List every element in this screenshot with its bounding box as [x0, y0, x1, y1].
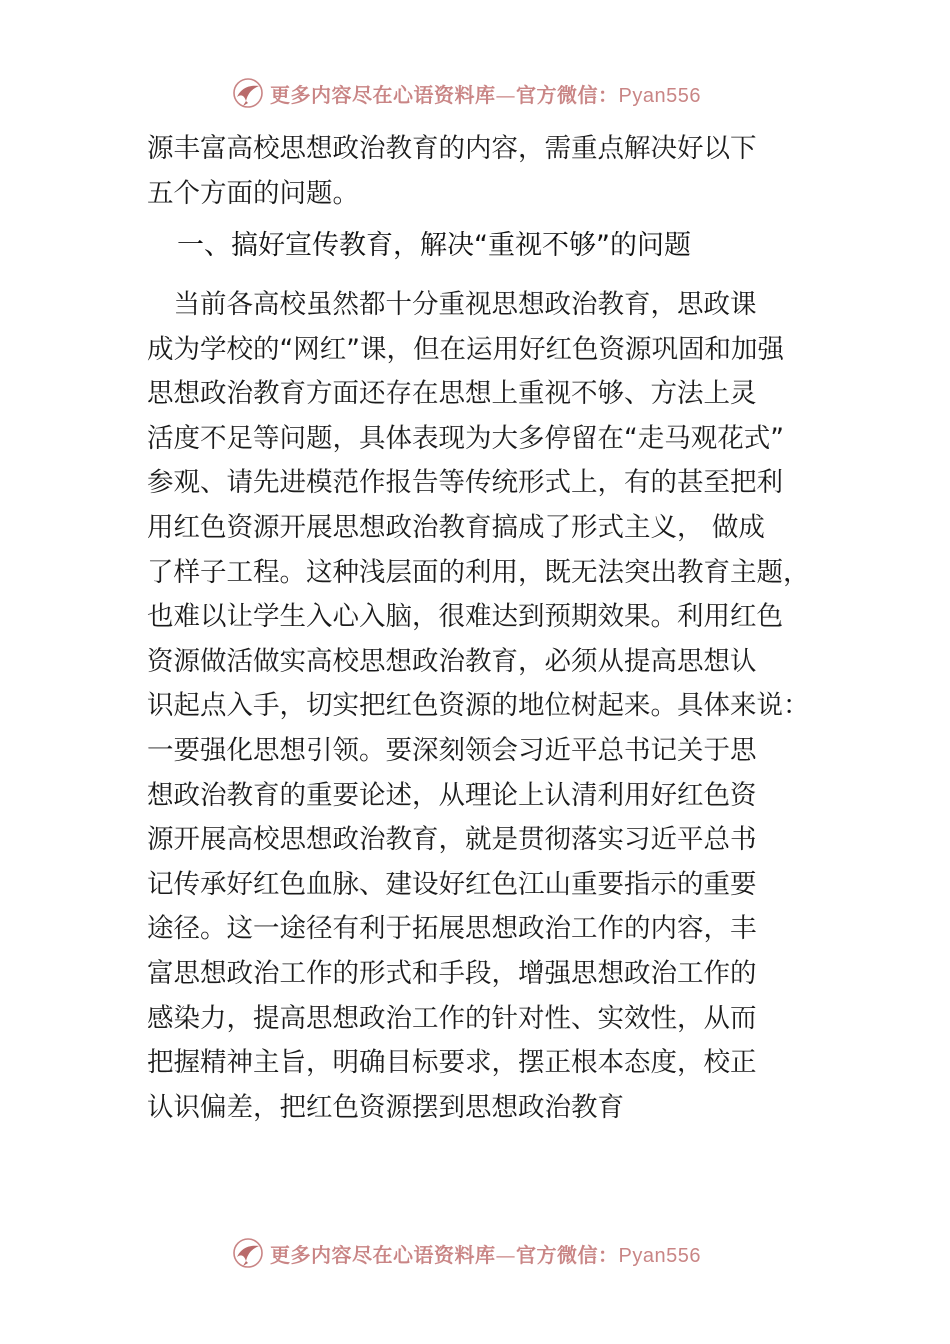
- watermark-dash: —: [495, 1242, 516, 1267]
- watermark-brand: 更多内容尽在心语资料库: [270, 1242, 496, 1267]
- swallow-logo-icon: [232, 1237, 264, 1269]
- text-line: 当前各高校虽然都十分重视思想政治教育，思政课: [147, 289, 757, 320]
- watermark-contact-label: 官方微信：: [516, 82, 619, 107]
- text-line: 富思想政治工作的形式和手段，增强思想政治工作的: [147, 957, 757, 989]
- swallow-logo-icon: [232, 77, 264, 109]
- section-heading: 一、搞好宣传教育，解决“重视不够”的问题: [177, 230, 691, 261]
- watermark-brand: 更多内容尽在心语资料库: [270, 82, 496, 107]
- text-line: 识起点入手，切实把红色资源的地位树起来。具体来说：: [147, 690, 810, 722]
- text-line: 五个方面的问题。: [147, 177, 359, 209]
- text-line: 一要强化思想引领。要深刻领会习近平总书记关于思: [147, 734, 757, 766]
- watermark-contact-label: 官方微信：: [516, 1242, 619, 1267]
- text-line: 资源做活做实高校思想政治教育，必须从提高思想认: [147, 645, 757, 677]
- text-line: 思想政治教育方面还存在思想上重视不够、方法上灵: [147, 378, 757, 410]
- text-line: 想政治教育的重要论述，从理论上认清利用好红色资: [147, 779, 757, 811]
- text-line: 认识偏差，把红色资源摆到思想政治教育: [147, 1091, 624, 1123]
- text-line: 成为学校的“网红”课，但在运用好红色资源巩固和加强: [147, 333, 784, 365]
- text-line: 感染力，提高思想政治工作的针对性、实效性，从而: [147, 1002, 757, 1034]
- text-line: 参观、请先进模范作报告等传统形式上，有的甚至把利: [147, 467, 783, 499]
- text-line: 了样子工程。这种浅层面的利用，既无法突出教育主题，: [147, 556, 810, 588]
- watermark-text: [270, 1239, 701, 1268]
- text-line: 途径。这一途径有利于拓展思想政治工作的内容，丰: [147, 913, 757, 945]
- footer-watermark: [232, 1236, 701, 1270]
- watermark-wechat-id: Pyan556: [618, 84, 701, 107]
- intro-text: [147, 127, 807, 216]
- header-watermark: [232, 76, 701, 110]
- text-line: 活度不足等问题，具体表现为大多停留在“走马观花式”: [147, 422, 784, 454]
- text-line: 源丰富高校思想政治教育的内容，需重点解决好以下: [147, 133, 757, 164]
- watermark-text: [270, 79, 701, 108]
- text-line: 用红色资源开展思想政治教育搞成了形式主义， 做成: [147, 511, 765, 543]
- watermark-wechat-id: Pyan556: [618, 1244, 701, 1267]
- text-line: 也难以让学生入心入脑，很难达到预期效果。利用红色: [147, 601, 783, 633]
- text-line: 记传承好红色血脉、建设好红色江山重要指示的重要: [147, 868, 757, 900]
- text-line: 源开展高校思想政治教育，就是贯彻落实习近平总书: [147, 824, 757, 856]
- watermark-dash: —: [495, 82, 516, 107]
- text-line: 把握精神主旨，明确目标要求，摆正根本态度，校正: [147, 1047, 757, 1079]
- body-paragraph: [147, 283, 810, 1130]
